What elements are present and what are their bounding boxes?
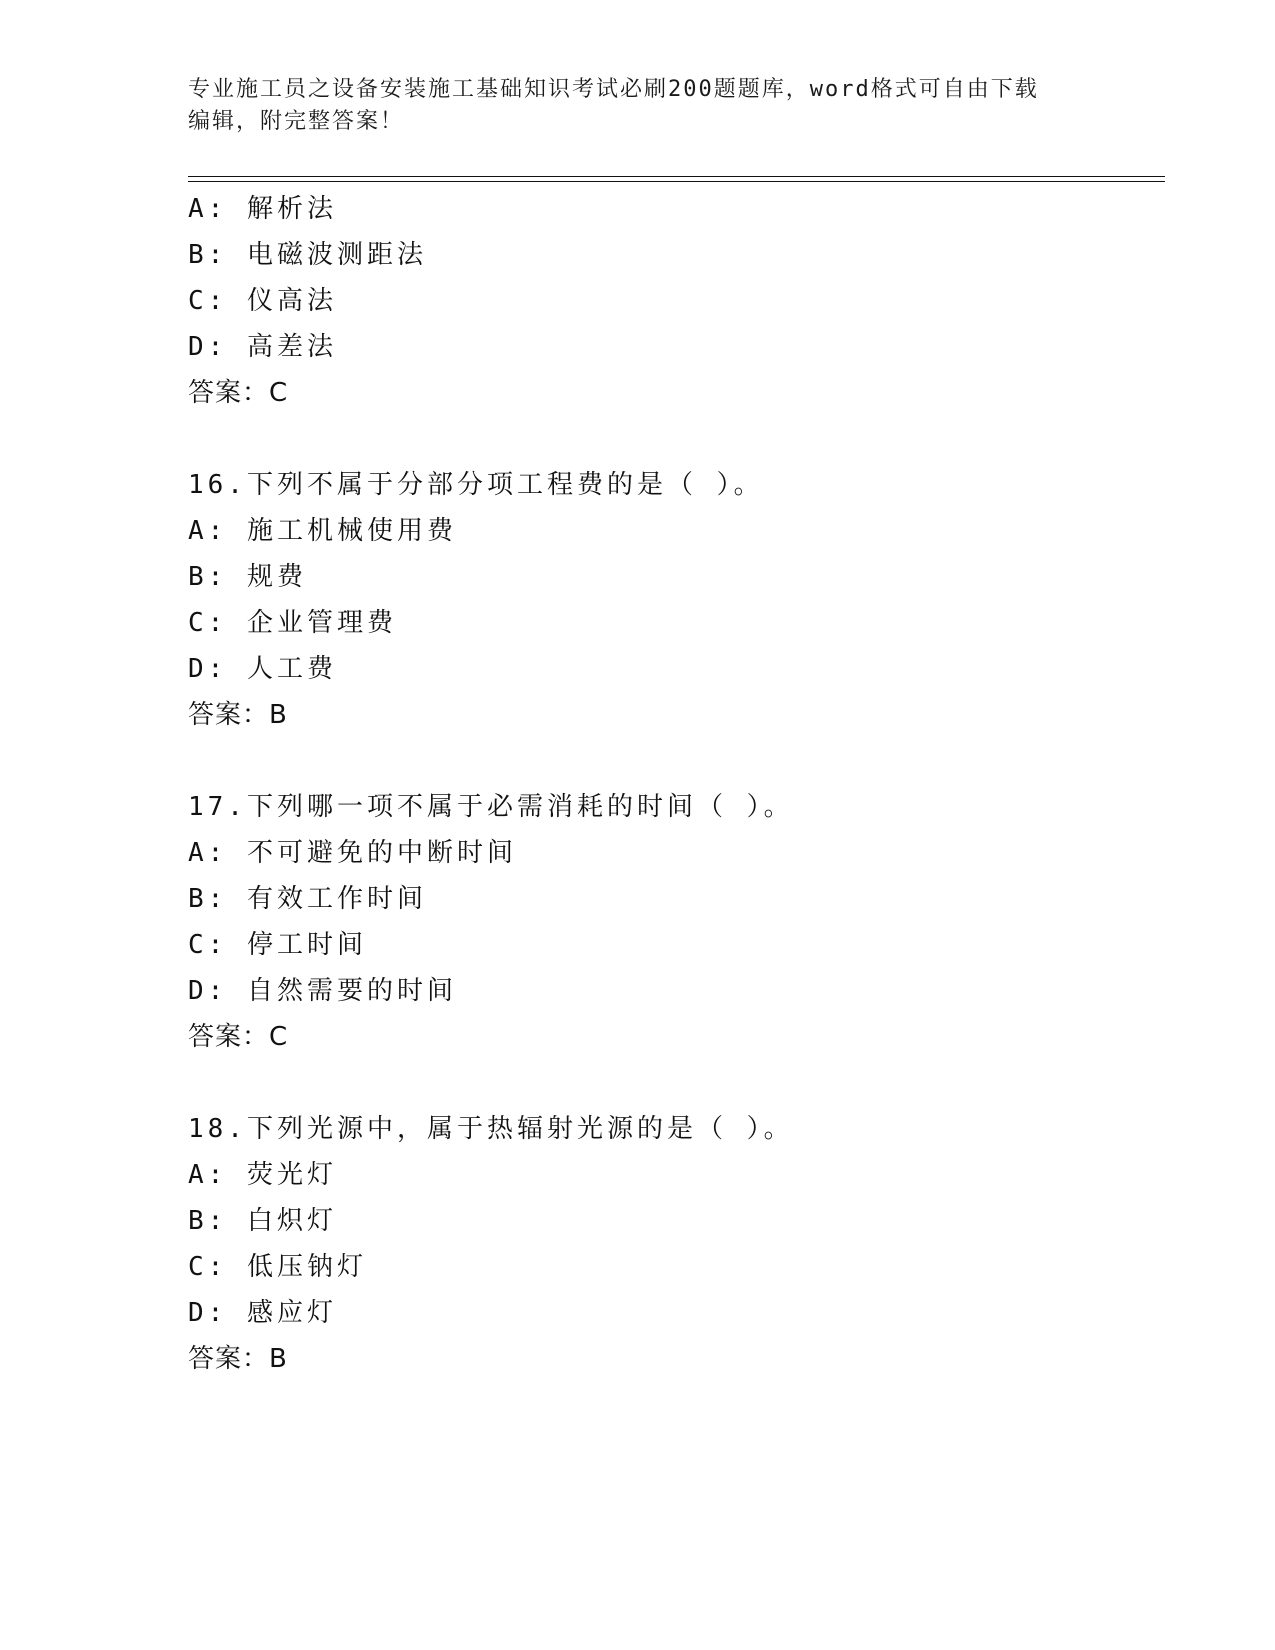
question-block-15 [188, 186, 1165, 416]
question-block-18 [188, 1106, 1165, 1382]
option-c: C: 仪高法 [188, 286, 337, 316]
answer-line: 答案：C [188, 1022, 289, 1052]
option-c: C: 企业管理费 [188, 608, 397, 638]
option-d: D: 自然需要的时间 [188, 976, 457, 1006]
spacer [188, 738, 1165, 784]
option-c: C: 低压钠灯 [188, 1252, 367, 1282]
question-text: 17.下列哪一项不属于必需消耗的时间（ ）。 [188, 792, 794, 822]
option-c: C: 停工时间 [188, 930, 367, 960]
option-a: A: 施工机械使用费 [188, 516, 457, 546]
document-header [188, 74, 1088, 138]
question-text: 16.下列不属于分部分项工程费的是（ ）。 [188, 470, 764, 500]
question-list [188, 186, 1165, 1382]
spacer [188, 416, 1165, 462]
answer-line: 答案：B [188, 1344, 288, 1374]
question-block-17 [188, 784, 1165, 1060]
option-a: A: 荧光灯 [188, 1160, 337, 1190]
spacer [188, 1060, 1165, 1106]
option-d: D: 感应灯 [188, 1298, 337, 1328]
answer-line: 答案：B [188, 700, 288, 730]
header-line-1: 专业施工员之设备安装施工基础知识考试必刷200题题库，word格式可自由下载 [188, 77, 1039, 102]
header-divider [188, 176, 1165, 182]
answer-line: 答案：C [188, 378, 289, 408]
option-d: D: 高差法 [188, 332, 337, 362]
question-text: 18.下列光源中，属于热辐射光源的是（ ）。 [188, 1114, 794, 1144]
option-d: D: 人工费 [188, 654, 337, 684]
option-b: B: 规费 [188, 562, 307, 592]
header-line-2: 编辑，附完整答案！ [188, 109, 405, 134]
option-b: B: 电磁波测距法 [188, 240, 427, 270]
option-b: B: 白炽灯 [188, 1206, 337, 1236]
question-block-16 [188, 462, 1165, 738]
option-a: A: 解析法 [188, 194, 337, 224]
option-b: B: 有效工作时间 [188, 884, 427, 914]
option-a: A: 不可避免的中断时间 [188, 838, 517, 868]
